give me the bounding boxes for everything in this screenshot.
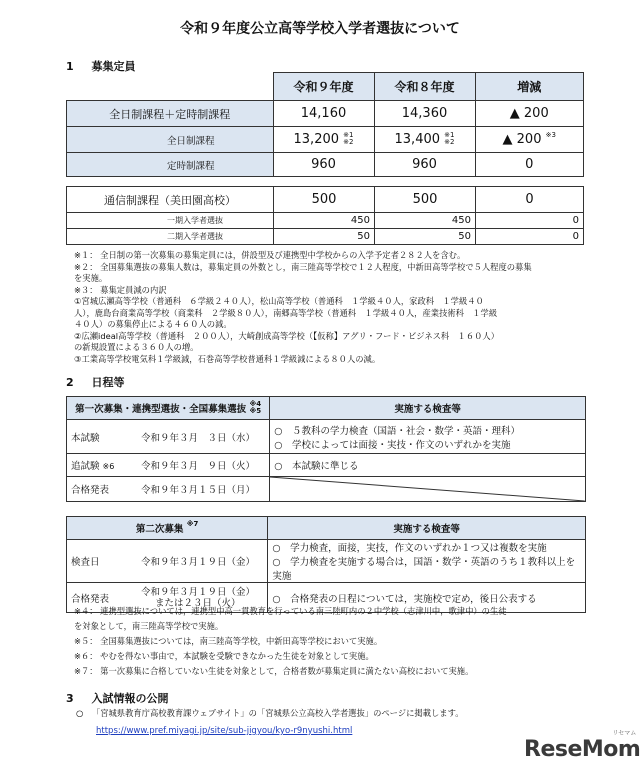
cell-r9: 13,200 (293, 132, 340, 147)
footnote-ref: ※1 ※2 (343, 131, 354, 146)
table-row (67, 127, 584, 153)
cell-r8: 13,400 (394, 132, 441, 147)
table-row (67, 101, 584, 127)
footnote: ②広瀬ideal高等学校（普通科 ２００人），大崎創成高等学校（【仮称】アグリ・フード・ビジネス科 １６０人） (74, 330, 500, 341)
section2-heading (66, 374, 125, 390)
row-date: 令和９年３月１５日（月） (137, 477, 270, 502)
resemom-logo (524, 728, 640, 762)
table-row: 本試験 令和９年３月 ３日（水） ○ ５教科の学力検査（国語・社会・数学・英語・理科） ○ 学校によっては面接・実技・作文のいずれかを実施 (67, 420, 586, 454)
header-diff: 増減 (475, 73, 584, 101)
logo-subtext: リセマム (612, 730, 637, 737)
footnote-ref: ※3 (545, 131, 556, 139)
schedule-table-first (66, 396, 586, 502)
header-r9: 令和９年度 (273, 73, 374, 101)
footnote-ref: ※4 ※5 (249, 400, 262, 415)
schedule-table-second (66, 516, 586, 613)
correspondence-table (66, 186, 584, 245)
cell-diff: 0 (476, 229, 584, 245)
table-row: 追試験 ※6 令和９年３月 ９日（火） ○ 本試験に準じる (67, 454, 586, 477)
row-label: 合格発表 (67, 583, 138, 613)
cell-r8: 14,360 (374, 101, 475, 127)
footnote-ref: ※7 (186, 520, 199, 528)
check-item: 合格発表の日程については，実施校で定め，後日公表する (290, 593, 537, 605)
row-date: 令和９年３月１９日（金） (137, 540, 268, 583)
section1-notes (74, 250, 532, 365)
bullet: ○ (76, 708, 84, 718)
table-row: 合格発表 令和９年３月１９日（金） または２３日（火） ○ 合格発表の日程については，実施校で定め，後日公表する (67, 583, 586, 613)
footnote: ※４： 連携型選抜については，連携型中高一貫教育を行っている南三陸町内の２中学校（志津川中，歌津中）の生徒 (74, 606, 507, 616)
first-round-header: 第一次募集・連携型選抜・全国募集選抜 (75, 404, 247, 415)
footnote: ※６： やむを得ない事由で，本試験を受験できなかった生徒を対象として実施。 (74, 651, 374, 661)
cell-r9: 960 (273, 153, 374, 177)
cell-diff: ▲ 200 (502, 132, 542, 147)
cell-r9: 500 (274, 187, 375, 213)
cell-r8: 450 (375, 213, 476, 229)
row-label: 追試験 (71, 461, 100, 472)
diagonal-slash (270, 477, 585, 501)
check-item: 学力検査，面接，実技，作文のいずれか１つ又は複数を実施 (290, 543, 547, 554)
footnote: ※５： 全国募集選抜については，南三陸高等学校，中新田高等学校において実施。 (74, 636, 383, 646)
section3-body: 「宮城県教育庁高校教育課ウェブサイト」の「宮城県公立高校入学者選抜」のページに掲載します。 (91, 708, 464, 718)
section2-title: 日程等 (91, 376, 125, 389)
cell-r8: 960 (374, 153, 475, 177)
footnote: 人），鹿島台商業高等学校（商業科 ２学級８０人），南郷高等学校（普通科 １学級４０人，産業技術科 １学級 (74, 307, 498, 318)
row-date: 令和９年３月１９日（金） (141, 586, 256, 598)
section1-title: 募集定員 (91, 60, 136, 73)
row-label: 一期入学者選抜 (67, 213, 274, 229)
page-title: 令和９年度公立高等学校入学者選抜について (180, 21, 460, 37)
section2-notes (74, 604, 507, 679)
row-date: 令和９年３月 ３日（水） (137, 420, 270, 454)
info-link[interactable]: https://www.pref.miyagi.jp/site/sub-jigyou/kyo-r9nyushi.html (96, 726, 353, 736)
row-label: 定時制課程 (67, 153, 274, 177)
check-item: ５教科の学力検査（国語・社会・数学・英語・理科） (292, 425, 521, 437)
check-item: 学力検査を実施する場合は，国語・数学・英語のうち１教科以上を実施 (272, 557, 576, 582)
header-r8: 令和８年度 (374, 73, 475, 101)
row-label: 全日制課程 (67, 127, 274, 153)
cell-diff: 0 (475, 153, 584, 177)
quota-table (66, 72, 584, 177)
second-round-header: 第二次募集 (135, 524, 184, 535)
cell-diff: 0 (476, 187, 584, 213)
footnote: ※７： 第一次募集に合格していない生徒を対象として，合格者数が募集定員に満たない高校において実施。 (74, 666, 474, 676)
row-label: 通信制課程（美田園高校） (67, 187, 274, 213)
table-row (67, 187, 584, 213)
cell-r8: 50 (375, 229, 476, 245)
section2-number: 2 (66, 376, 74, 389)
cell-r9: 14,160 (273, 101, 374, 127)
cell-r8: 500 (375, 187, 476, 213)
footnote: を実施。 (74, 273, 108, 283)
table-row: 検査日 令和９年３月１９日（金） ○ 学力検査，面接，実技，作文のいずれか１つ又は複数を実施 ○ 学力検査を実施する場合は，国語・数学・英語のうち１教科以上を実施 (67, 540, 586, 583)
cell-diff: ▲ 200 (475, 101, 584, 127)
check-item: 本試験に準じる (292, 461, 359, 472)
check-header: 実施する検査等 (268, 517, 586, 540)
footnote-ref: ※6 (102, 462, 115, 471)
row-date: 令和９年３月 ９日（火） (137, 454, 270, 477)
footnote: ①宮城広瀬高等学校（普通科 ６学級２４０人），松山高等学校（普通科 １学級４０人，家政科 １学級４０ (74, 296, 484, 306)
empty-cell (270, 477, 586, 502)
footnote: ③工業高等学校電気科１学級減，石巻高等学校普通科１学級減による８０人の減。 (74, 353, 381, 364)
row-label: 二期入学者選抜 (67, 229, 274, 245)
check-header: 実施する検査等 (270, 397, 586, 420)
footnote: の新規設置による３６０人の増。 (74, 342, 199, 352)
section3-text (76, 708, 464, 720)
footnote: ※１： 全日制の第一次募集の募集定員には，併設型及び連携型中学校からの入学予定者２８２人を含む。 (74, 250, 466, 260)
footnote: ４０人）の募集停止による４６０人の減。 (74, 319, 232, 329)
cell-r9: 450 (274, 213, 375, 229)
section1-number: 1 (66, 60, 74, 73)
row-date-alt: または２３日（火） (155, 597, 241, 609)
check-item: 学校によっては面接・実技・作文のいずれかを実施 (292, 439, 511, 451)
section3-title: 入試情報の公開 (91, 692, 169, 705)
row-label: 合格発表 (67, 477, 138, 502)
table-row (67, 153, 584, 177)
footnote: を対象として，南三陸高等学校で実施。 (74, 621, 224, 631)
section3-heading (66, 690, 169, 706)
footnote-ref: ※1 ※2 (444, 131, 455, 146)
footnote: ※２： 全国募集選抜の募集人数は，募集定員の外数とし，南三陸高等学校で１２人程度，中新田高等学校で５人程度の募集 (74, 261, 532, 272)
row-label: 全日制課程＋定時制課程 (67, 101, 274, 127)
table-row (67, 213, 584, 229)
row-label: 本試験 (67, 420, 138, 454)
cell-r9: 50 (274, 229, 375, 245)
section3-number: 3 (66, 692, 74, 705)
logo-text: ReseMom (524, 737, 640, 762)
cell-diff: 0 (476, 213, 584, 229)
table-row (67, 477, 586, 502)
footnote: ※３： 募集定員減の内訳 (74, 284, 167, 295)
row-label: 検査日 (67, 540, 138, 583)
table-row (67, 229, 584, 245)
